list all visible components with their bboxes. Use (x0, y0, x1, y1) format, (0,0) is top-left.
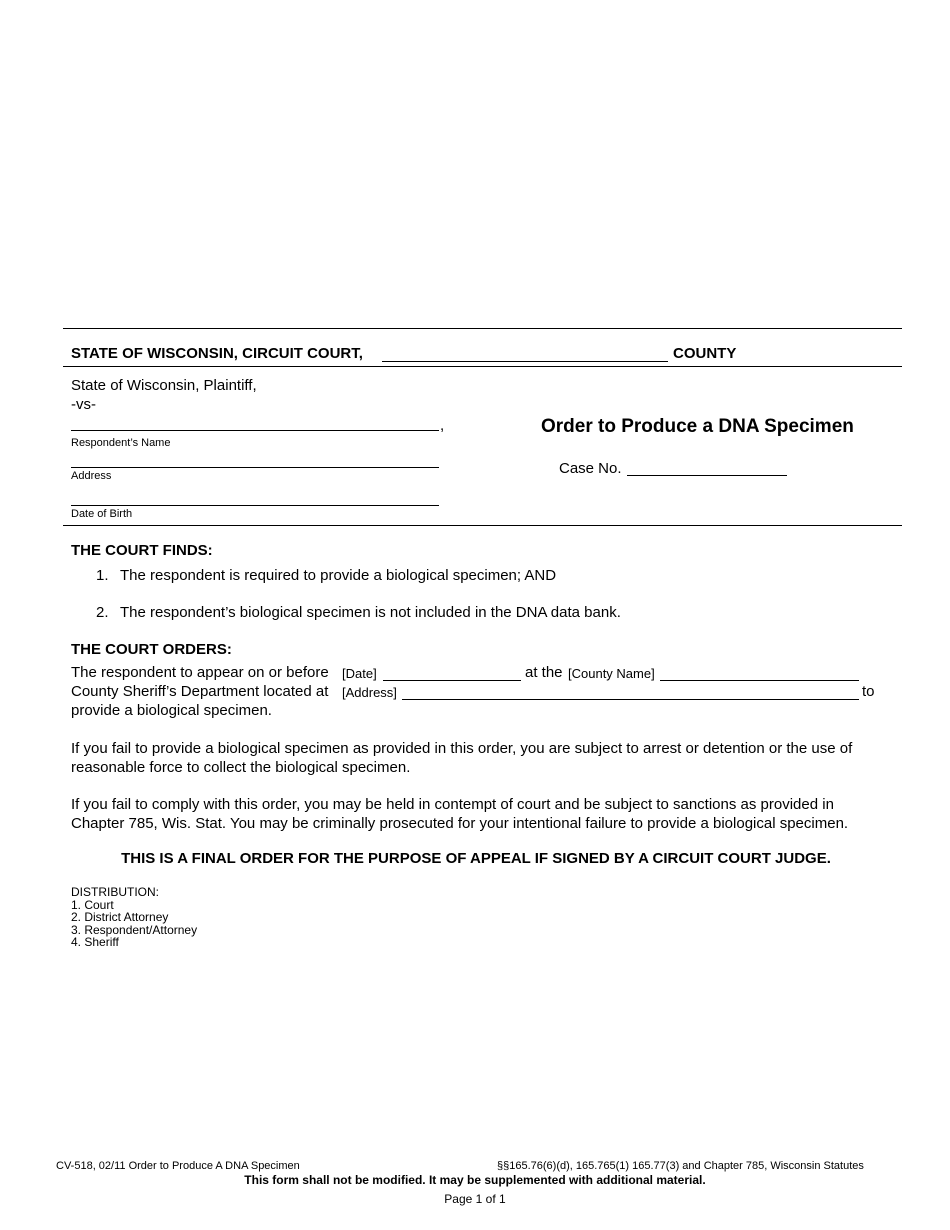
orders-line1-text: The respondent to appear on or before (71, 664, 329, 681)
arrest-paragraph: If you fail to provide a biological specimen as provided in this order, you are subject to arrest or detention or the use of reasonable force to collect the biological specimen. (71, 740, 853, 776)
vs-text: -vs- (71, 396, 96, 413)
orders-line2-to: to (862, 683, 875, 700)
finding-2-text: The respondent’s biological specimen is not included in the DNA data bank. (120, 604, 621, 621)
distribution-item: 3. Respondent/Attorney (71, 923, 198, 937)
respondent-comma: , (440, 417, 445, 434)
date-of-birth-label: Date of Birth (71, 508, 133, 520)
finding-2-num: 2. (96, 604, 109, 621)
case-no-label: Case No. (559, 460, 622, 477)
form-title: Order to Produce a DNA Specimen (541, 416, 854, 437)
appearance-date-field[interactable] (383, 680, 521, 681)
form-id: CV-518, 02/11 Order to Produce A DNA Specimen (56, 1160, 300, 1172)
address-label: Address (71, 470, 112, 482)
orders-line3-text: provide a biological specimen. (71, 702, 272, 719)
sheriff-address-field[interactable] (402, 699, 859, 700)
findings-heading: THE COURT FINDS: (71, 542, 213, 559)
orders-line1-at: at the (525, 664, 563, 681)
address-placeholder: [Address] (342, 685, 397, 700)
caption-rule (63, 525, 902, 526)
distribution-item: 4. Sheriff (71, 935, 119, 949)
sheriff-county-field[interactable] (660, 680, 859, 681)
header-rule (63, 366, 902, 367)
statutes-reference: §§165.76(6)(d), 165.765(1) 165.77(3) and Chapter 785, Wisconsin Statutes (497, 1160, 864, 1172)
date-of-birth-field[interactable] (71, 505, 439, 506)
page-number: Page 1 of 1 (444, 1192, 506, 1206)
case-no-field[interactable] (627, 475, 787, 476)
respondent-name-label: Respondent’s Name (71, 437, 171, 449)
distribution-heading: DISTRIBUTION: (71, 885, 160, 899)
date-placeholder: [Date] (342, 666, 377, 681)
top-rule (63, 328, 902, 329)
contempt-paragraph: If you fail to comply with this order, you may be held in contempt of court and be subject to sanctions as provided in Chapter 785, Wis. Stat. You may be criminally prosecuted for your intentional failure to provide a biological specimen. (71, 796, 849, 832)
county-label: COUNTY (673, 345, 737, 362)
county-name-field[interactable] (382, 361, 668, 362)
plaintiff-text: State of Wisconsin, Plaintiff, (71, 377, 257, 394)
distribution-item: 1. Court (71, 898, 114, 912)
orders-heading: THE COURT ORDERS: (71, 641, 232, 658)
orders-line2-text: County Sheriff’s Department located at (71, 683, 329, 700)
court-title: STATE OF WISCONSIN, CIRCUIT COURT, (71, 345, 363, 362)
final-order-notice: THIS IS A FINAL ORDER FOR THE PURPOSE OF APPEAL IF SIGNED BY A CIRCUIT COURT JUDGE. (121, 850, 831, 867)
respondent-name-field[interactable] (71, 430, 439, 431)
distribution-item: 2. District Attorney (71, 910, 169, 924)
finding-1-num: 1. (96, 567, 109, 584)
finding-1-text: The respondent is required to provide a biological specimen; AND (120, 567, 557, 584)
modification-notice: This form shall not be modified. It may be supplemented with additional material. (244, 1173, 706, 1187)
county-placeholder: [County Name] (568, 666, 655, 681)
address-field[interactable] (71, 467, 439, 468)
